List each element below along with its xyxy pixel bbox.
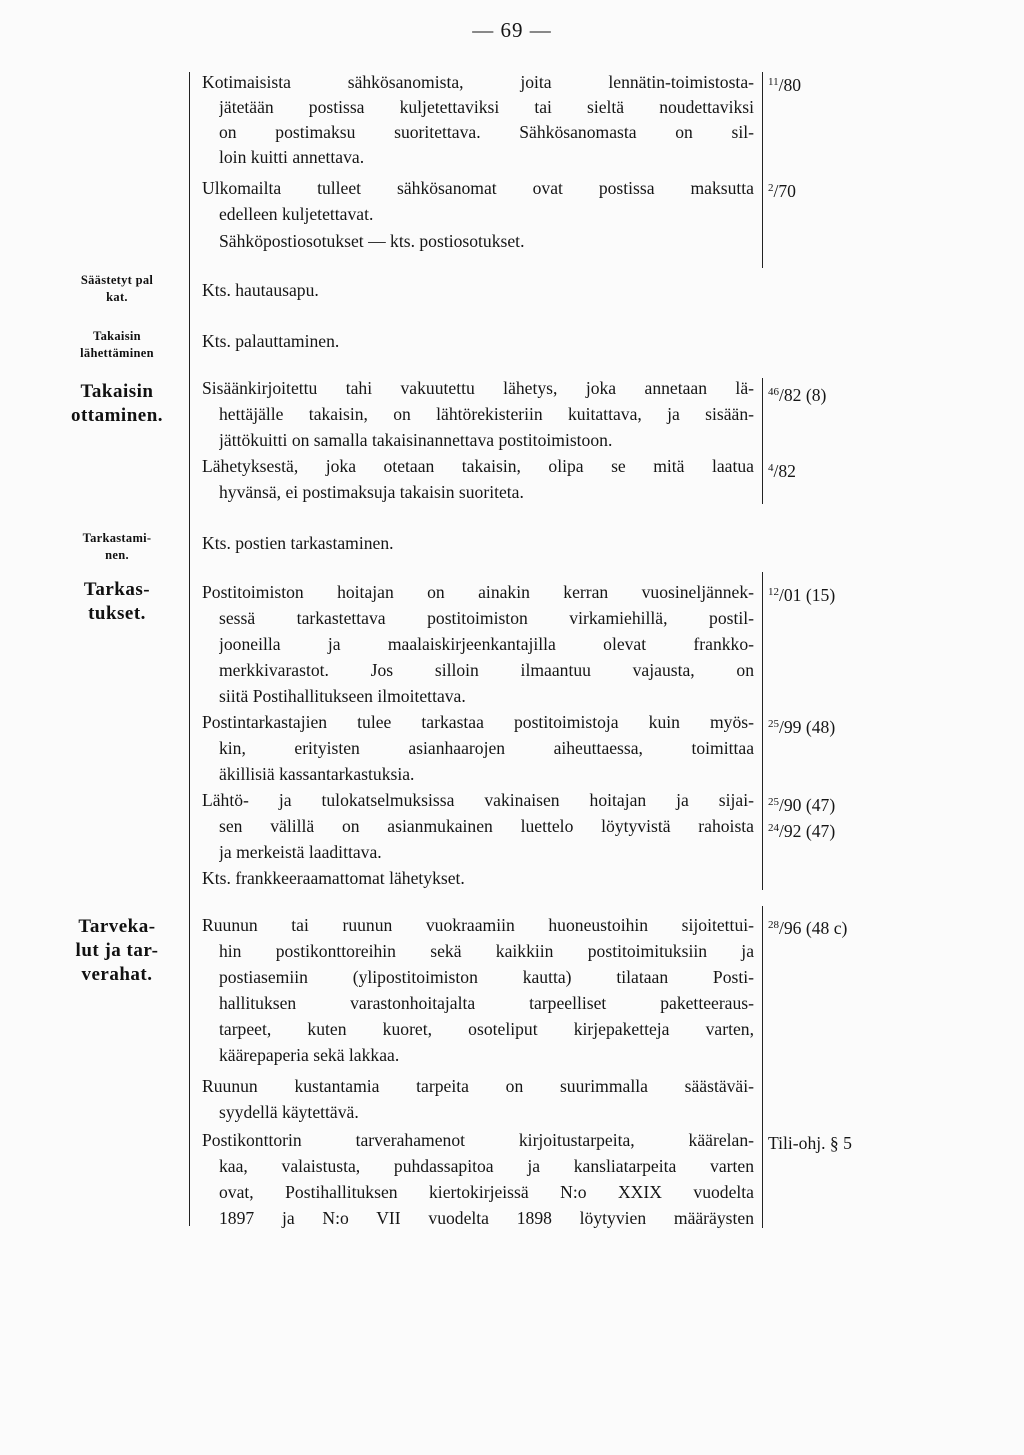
body-line: kin, erityisten asianhaarojen aiheuttaessa, toimittaa bbox=[219, 738, 754, 758]
margin-note-saastetyt-palkat bbox=[50, 272, 184, 306]
reference-text: /01 (15) bbox=[779, 585, 836, 605]
reference bbox=[768, 790, 1008, 817]
column-rule-right-4 bbox=[762, 906, 763, 1228]
reference bbox=[768, 580, 1008, 607]
reference bbox=[768, 1128, 1008, 1155]
body-line: Kts. frankkeeraamattomat lähetykset. bbox=[202, 868, 465, 888]
column-rule-right-3 bbox=[762, 572, 763, 890]
reference-sup: 46 bbox=[768, 386, 779, 398]
body-line: hin postikonttoreihin sekä kaikkiin postitoimituksiin ja bbox=[219, 941, 754, 961]
column-rule-left bbox=[189, 72, 190, 1226]
margin-note-line: Tarkas- bbox=[83, 579, 151, 600]
margin-note-line: kat. bbox=[106, 290, 128, 304]
body-line: jättökuitti on samalla takaisinannettava postitoimistoon. bbox=[219, 430, 613, 450]
body-line: Lähetyksestä, joka otetaan takaisin, olipa se mitä laatua bbox=[202, 456, 754, 476]
margin-note-line: Tarkastami- bbox=[82, 531, 152, 545]
reference-sup: 28 bbox=[768, 919, 779, 931]
body-line: Kts. hautausapu. bbox=[202, 280, 319, 300]
reference-text: /82 (8) bbox=[779, 385, 827, 405]
margin-note-tarkastukset bbox=[50, 578, 184, 626]
reference-text: /92 (47) bbox=[779, 821, 836, 841]
body-line: edelleen kuljetettavat. bbox=[219, 204, 374, 224]
reference bbox=[768, 913, 1008, 940]
margin-note-line: lut ja tar- bbox=[75, 940, 159, 961]
margin-note-line: Tarveka- bbox=[78, 916, 156, 937]
body-line: on postimaksu suoritettava. Sähkösanomasta on sil- bbox=[219, 122, 754, 142]
body-line: Ruunun tai ruunun vuokraamiin huoneustoihin sijoitettui- bbox=[202, 915, 754, 935]
body-line: käärepaperia sekä lakkaa. bbox=[219, 1045, 400, 1065]
page-number: — 69 — bbox=[472, 18, 552, 42]
body-line: postiasemiin (ylipostitoimiston kautta) tilataan Posti- bbox=[219, 967, 754, 987]
margin-note-line: tukset. bbox=[88, 603, 146, 624]
reference-sup: 12 bbox=[768, 586, 779, 598]
body-line: siitä Postihallitukseen ilmoitettava. bbox=[219, 686, 466, 706]
margin-note-tarvekalut bbox=[50, 915, 184, 987]
body-line: Sähköpostiosotukset — kts. postiosotukset. bbox=[219, 231, 525, 251]
body-line: Postitoimiston hoitajan on ainakin kerran vuosineljännek- bbox=[202, 582, 754, 602]
body-line: äkillisiä kassantarkastuksia. bbox=[219, 764, 415, 784]
margin-note-takaisin-ottaminen bbox=[50, 380, 184, 428]
reference-text: /96 (48 c) bbox=[779, 918, 848, 938]
reference bbox=[768, 816, 1008, 843]
body-line: sen välillä on asianmukainen luettelo löytyvistä rahoista bbox=[219, 816, 754, 836]
body-line: kaa, valaistusta, puhdassapitoa ja kansliatarpeita varten bbox=[219, 1156, 754, 1176]
body-line: hallituksen varastonhoitajalta tarpeelliset paketteeraus- bbox=[219, 993, 754, 1013]
reference-sup: 25 bbox=[768, 796, 779, 808]
margin-note-line: lähettäminen bbox=[80, 346, 154, 360]
margin-note-line: Takaisin bbox=[80, 381, 154, 402]
reference-sup: 11 bbox=[768, 76, 779, 88]
reference-sup: 4 bbox=[768, 462, 774, 474]
margin-note-line: Takaisin bbox=[93, 329, 141, 343]
reference-text: /99 (48) bbox=[779, 717, 836, 737]
body-line: Ulkomailta tulleet sähkösanomat ovat postissa maksutta bbox=[202, 178, 754, 198]
reference bbox=[768, 176, 1008, 203]
margin-note-takaisin-lahettaminen bbox=[50, 328, 184, 362]
reference-text: Tili-ohj. § 5 bbox=[768, 1133, 852, 1153]
body-line: Kotimaisista sähkösanomista, joita lennätin-toimistosta- bbox=[202, 72, 754, 92]
reference-sup: 25 bbox=[768, 718, 779, 730]
reference-sup: 2 bbox=[768, 182, 774, 194]
body-line: Lähtö- ja tulokatselmuksissa vakinaisen hoitajan ja sijai- bbox=[202, 790, 754, 810]
reference-text: /80 bbox=[778, 75, 802, 95]
body-line: Sisäänkirjoitettu tahi vakuutettu lähetys, joka annetaan lä- bbox=[202, 378, 754, 398]
body-line: hettäjälle takaisin, on lähtörekisteriin kuitattava, ja sisään- bbox=[219, 404, 754, 424]
column-rule-right-1 bbox=[762, 72, 763, 268]
body-line: tarpeet, kuten kuoret, osoteliput kirjepaketteja varten, bbox=[219, 1019, 754, 1039]
body-line: ovat, Postihallituksen kiertokirjeissä N:o XXIX vuodelta bbox=[219, 1182, 754, 1202]
body-line: Kts. postien tarkastaminen. bbox=[202, 533, 394, 553]
body-line: ja merkeistä laadittava. bbox=[219, 842, 382, 862]
body-line: Postintarkastajien tulee tarkastaa postitoimistoja kuin myös- bbox=[202, 712, 754, 732]
reference bbox=[768, 70, 1008, 97]
column-rule-right-2 bbox=[762, 378, 763, 504]
reference-text: /82 bbox=[773, 461, 796, 481]
reference bbox=[768, 380, 1008, 407]
body-line: loin kuitti annettava. bbox=[219, 147, 365, 167]
reference-sup: 24 bbox=[768, 822, 779, 834]
body-line: Kts. palauttaminen. bbox=[202, 331, 340, 351]
body-line: jooneilla ja maalaiskirjeenkantajilla olevat frankko- bbox=[219, 634, 754, 654]
margin-note-line: ottaminen. bbox=[70, 405, 164, 426]
reference bbox=[768, 712, 1008, 739]
body-line: 1897 ja N:o VII vuodelta 1898 löytyvien määräysten bbox=[219, 1208, 754, 1228]
reference bbox=[768, 456, 1008, 483]
body-line: Postikonttorin tarverahamenot kirjoitustarpeita, käärelan- bbox=[202, 1130, 754, 1150]
body-line: Ruunun kustantamia tarpeita on suurimmalla säästäväi- bbox=[202, 1076, 754, 1096]
margin-note-line: verahat. bbox=[81, 964, 153, 985]
margin-note-tarkastaminen bbox=[50, 530, 184, 564]
body-line: jätetään postissa kuljetettaviksi tai sieltä noudettaviksi bbox=[219, 97, 754, 117]
reference-text: /70 bbox=[773, 181, 796, 201]
body-line: syydellä käytettävä. bbox=[219, 1102, 359, 1122]
body-line: hyvänsä, ei postimaksuja takaisin suoriteta. bbox=[219, 482, 524, 502]
body-line: sessä tarkastettava postitoimiston virkamiehillä, postil- bbox=[219, 608, 754, 628]
margin-note-line: Säästetyt pal bbox=[80, 273, 154, 287]
reference-text: /90 (47) bbox=[779, 795, 836, 815]
body-line: merkkivarastot. Jos silloin ilmaantuu vajausta, on bbox=[219, 660, 754, 680]
margin-note-line: nen. bbox=[105, 548, 129, 562]
